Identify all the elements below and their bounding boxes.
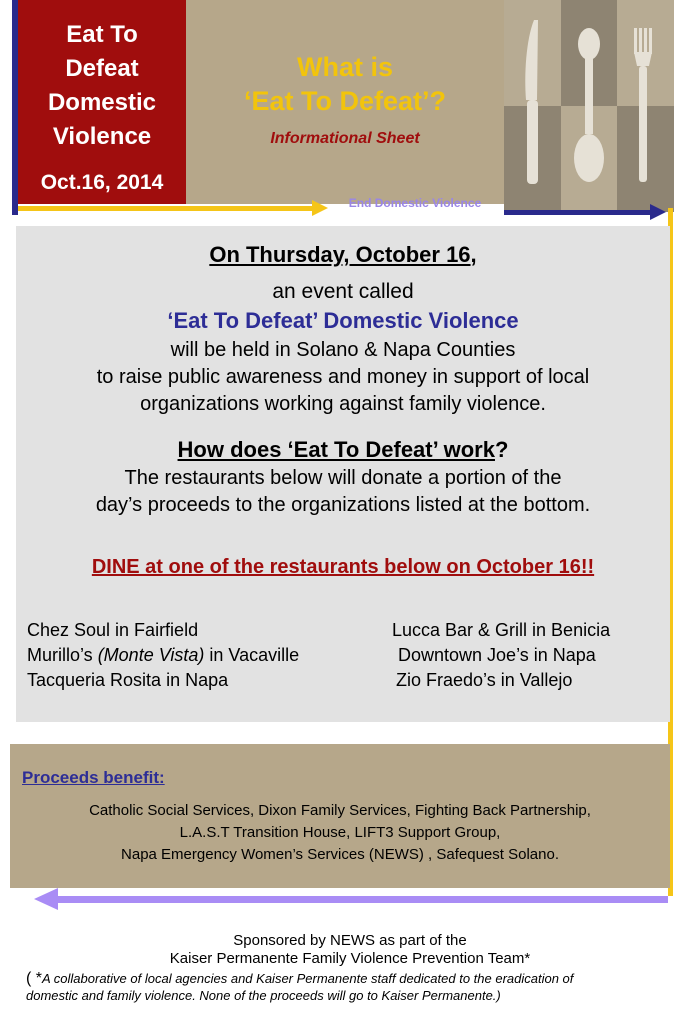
header-subtitle: Informational Sheet: [270, 130, 420, 147]
event-date-heading-text: On Thursday, October 16: [209, 242, 471, 267]
restaurant-item: Chez Soul in Fairfield: [27, 620, 199, 640]
event-title-line: Violence: [52, 123, 152, 150]
event-description-line: organizations working against family violence.: [140, 393, 546, 415]
restaurant-item: Tacqueria Rosita in Napa: [27, 670, 229, 690]
how-it-works-heading-text: How does ‘Eat To Defeat’ work: [177, 437, 495, 462]
event-date: Oct.16, 2014: [40, 171, 164, 194]
navy-arrow-head: [650, 204, 666, 220]
proceeds-label-colon: :: [159, 768, 165, 787]
how-it-works-line: day’s proceeds to the organizations listed at the bottom.: [95, 494, 591, 516]
beneficiary-list-line: Napa Emergency Women’s Services (NEWS) , Safequest Solano.: [121, 846, 559, 863]
restaurant-item: Downtown Joe’s in Napa: [398, 645, 596, 665]
footnote-line: domestic and family violence. None of the proceeds will go to Kaiser Permanente.): [26, 988, 501, 1003]
restaurant-item: Zio Fraedo’s in Vallejo: [396, 670, 573, 690]
event-title-box: [18, 0, 186, 204]
purple-arrow-head: [34, 888, 58, 910]
event-description-line: to raise public awareness and money in support of local: [96, 366, 590, 388]
event-title-line: Eat To: [66, 21, 138, 48]
event-called-text: an event called: [272, 280, 414, 303]
footnote: [26, 970, 676, 1004]
event-date-heading: [16, 242, 670, 268]
how-it-works-heading: [16, 437, 670, 463]
how-it-works-line: The restaurants below will donate a portion of the: [124, 467, 562, 489]
restaurant-item: Murillo’s (Monte Vista) in Vacaville: [27, 645, 300, 665]
event-title-line: Domestic: [47, 89, 157, 116]
cutlery-icon: [504, 0, 674, 212]
proceeds-label-text: Proceeds benefit: [22, 768, 159, 787]
beneficiary-list-line: Catholic Social Services, Dixon Family Services, Fighting Back Partnership,: [89, 802, 591, 819]
purple-arrow: [56, 896, 668, 903]
event-title-line: Defeat: [65, 55, 139, 82]
header-question-line: What is: [296, 52, 393, 82]
header-question-line: ‘Eat To Defeat’?: [243, 86, 447, 116]
beneficiary-list-line: L.A.S.T Transition House, LIFT3 Support Group,: [179, 824, 501, 841]
dine-call-to-action: DINE at one of the restaurants below on October 16!!: [91, 556, 595, 578]
sponsor-line: Sponsored by NEWS as part of the: [233, 932, 467, 949]
event-name: ‘Eat To Defeat’ Domestic Violence: [167, 308, 519, 333]
event-description-line: will be held in Solano & Napa Counties: [170, 339, 516, 361]
navy-arrow: [504, 210, 652, 215]
sponsor-line: Kaiser Permanente Family Violence Prevention Team*: [169, 950, 531, 967]
yellow-arrow-head: [312, 200, 328, 216]
header-question: [186, 50, 504, 118]
restaurant-item: Lucca Bar & Grill in Benicia: [392, 620, 611, 640]
yellow-arrow: [18, 206, 314, 211]
proceeds-label: [22, 768, 165, 788]
footnote-marker: ( *: [26, 970, 42, 987]
event-date-heading-comma: ,: [470, 242, 477, 267]
header-tagline: End Domestic Violence: [348, 196, 482, 210]
footnote-line: A collaborative of local agencies and Kaiser Permanente staff dedicated to the eradication of: [42, 971, 574, 986]
event-title: [18, 18, 186, 154]
how-it-works-heading-mark: ?: [494, 437, 509, 462]
